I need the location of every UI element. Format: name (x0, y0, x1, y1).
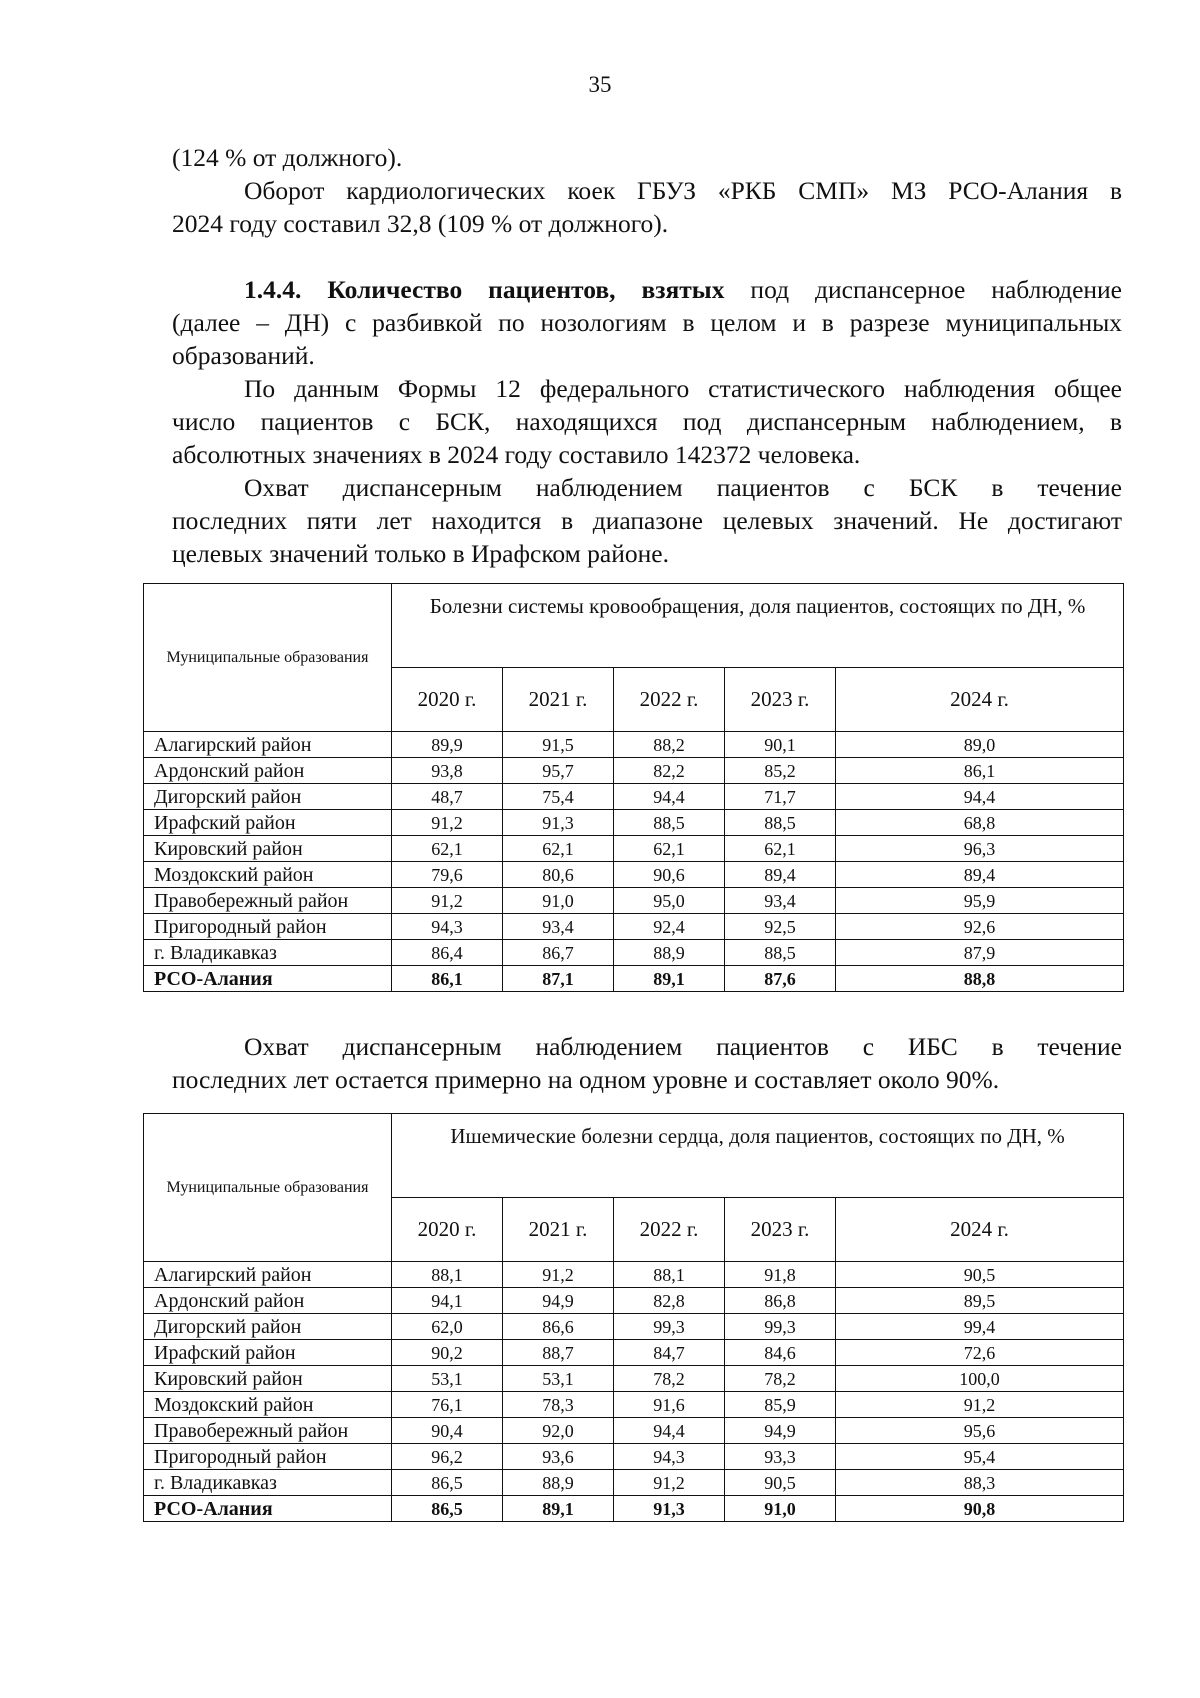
value-cell: 86,4 (392, 940, 503, 966)
value-cell: 86,6 (503, 1314, 614, 1340)
value-cell: 90,2 (392, 1340, 503, 1366)
table-row (144, 1444, 1124, 1470)
section-heading-paragraph (172, 273, 1122, 372)
value-cell: 87,9 (836, 940, 1124, 966)
value-cell: 88,5 (725, 810, 836, 836)
value-cell: 53,1 (503, 1366, 614, 1392)
section-title-rest: под диспансерное наблюдение (724, 275, 1122, 304)
value-cell: 91,2 (392, 888, 503, 914)
table-row (144, 758, 1124, 784)
value-cell: 62,0 (392, 1314, 503, 1340)
municipality-name: Правобережный район (144, 888, 392, 914)
value-cell: 99,4 (836, 1314, 1124, 1340)
value-cell: 88,8 (836, 966, 1124, 992)
value-cell: 91,8 (725, 1262, 836, 1288)
value-cell: 94,9 (503, 1288, 614, 1314)
form12-line-1: По данным Формы 12 федерального статистического наблюдения общее (244, 374, 1122, 403)
table-row (144, 888, 1124, 914)
value-cell: 53,1 (392, 1366, 503, 1392)
value-cell: 95,4 (836, 1444, 1124, 1470)
table-row (144, 1340, 1124, 1366)
value-cell: 62,1 (392, 836, 503, 862)
section-line-1 (172, 273, 1122, 306)
value-cell: 80,6 (503, 862, 614, 888)
value-cell: 94,4 (836, 784, 1124, 810)
value-cell: 91,2 (614, 1470, 725, 1496)
value-cell: 79,6 (392, 862, 503, 888)
section-title-bold: Количество пациентов, взятых (301, 275, 725, 304)
value-cell: 88,1 (392, 1262, 503, 1288)
municipality-name: Кировский район (144, 1366, 392, 1392)
value-cell: 85,9 (725, 1392, 836, 1418)
value-cell: 89,9 (392, 732, 503, 758)
value-cell: 62,1 (725, 836, 836, 862)
section-number: 1.4.4. (244, 275, 302, 304)
value-cell: 95,7 (503, 758, 614, 784)
value-cell: 95,6 (836, 1418, 1124, 1444)
value-cell: 48,7 (392, 784, 503, 810)
table-row (144, 732, 1124, 758)
bsk-line-3: целевых значений только в Ирафском районе. (172, 539, 669, 568)
value-cell: 90,6 (614, 862, 725, 888)
value-cell: 89,1 (614, 966, 725, 992)
value-cell: 86,5 (392, 1496, 503, 1522)
value-cell: 91,6 (614, 1392, 725, 1418)
municipality-name: Ардонский район (144, 1288, 392, 1314)
value-cell: 88,2 (614, 732, 725, 758)
ibs-muni-header: Муниципальные образования (144, 1114, 392, 1262)
value-cell: 88,3 (836, 1470, 1124, 1496)
table-row (144, 784, 1124, 810)
section-line-3: образований. (172, 341, 315, 370)
table-row (144, 1418, 1124, 1444)
table-row (144, 836, 1124, 862)
value-cell: 96,2 (392, 1444, 503, 1470)
value-cell: 90,8 (836, 1496, 1124, 1522)
value-cell: 91,3 (503, 810, 614, 836)
municipality-name: Ардонский район (144, 758, 392, 784)
value-cell: 99,3 (725, 1314, 836, 1340)
value-cell: 94,4 (614, 1418, 725, 1444)
municipality-name: Алагирский район (144, 732, 392, 758)
ibs-group-header: Ишемические болезни сердца, доля пациентов, состоящих по ДН, % (392, 1114, 1124, 1198)
value-cell: 62,1 (614, 836, 725, 862)
bsk-year-header: 2022 г. (614, 668, 725, 732)
value-cell: 89,4 (725, 862, 836, 888)
section-line-2: (далее – ДН) с разбивкой по нозологиям в целом и в разрезе муниципальных (172, 308, 1122, 337)
value-cell: 93,8 (392, 758, 503, 784)
value-cell: 94,3 (614, 1444, 725, 1470)
bsk-year-header: 2021 г. (503, 668, 614, 732)
bsk-year-header: 2023 г. (725, 668, 836, 732)
value-cell: 90,5 (836, 1262, 1124, 1288)
value-cell: 68,8 (836, 810, 1124, 836)
table-row (144, 1470, 1124, 1496)
table-row (144, 940, 1124, 966)
value-cell: 89,1 (503, 1496, 614, 1522)
value-cell: 94,1 (392, 1288, 503, 1314)
value-cell: 91,0 (725, 1496, 836, 1522)
value-cell: 88,1 (614, 1262, 725, 1288)
municipality-name: Дигорский район (144, 784, 392, 810)
value-cell: 93,3 (725, 1444, 836, 1470)
value-cell: 88,9 (614, 940, 725, 966)
value-cell: 90,4 (392, 1418, 503, 1444)
municipality-name: Алагирский район (144, 1262, 392, 1288)
municipality-name: Моздокский район (144, 1392, 392, 1418)
value-cell: 89,0 (836, 732, 1124, 758)
ibs-year-header: 2020 г. (392, 1198, 503, 1262)
municipality-name: Пригородный район (144, 914, 392, 940)
bsk-group-header: Болезни системы кровообращения, доля пациентов, состоящих по ДН, % (392, 584, 1124, 668)
value-cell: 91,2 (503, 1262, 614, 1288)
value-cell: 91,2 (836, 1392, 1124, 1418)
table-row (144, 914, 1124, 940)
value-cell: 85,2 (725, 758, 836, 784)
value-cell: 94,9 (725, 1418, 836, 1444)
value-cell: 90,1 (725, 732, 836, 758)
table-row (144, 1496, 1124, 1522)
value-cell: 88,7 (503, 1340, 614, 1366)
municipality-name: Правобережный район (144, 1418, 392, 1444)
value-cell: 88,5 (614, 810, 725, 836)
bsk-muni-header: Муниципальные образования (144, 584, 392, 732)
value-cell: 95,9 (836, 888, 1124, 914)
value-cell: 93,4 (725, 888, 836, 914)
value-cell: 99,3 (614, 1314, 725, 1340)
value-cell: 86,1 (836, 758, 1124, 784)
value-cell: 62,1 (503, 836, 614, 862)
value-cell: 84,7 (614, 1340, 725, 1366)
value-cell: 93,6 (503, 1444, 614, 1470)
page-number: 35 (588, 72, 612, 97)
value-cell: 84,6 (725, 1340, 836, 1366)
value-cell: 87,1 (503, 966, 614, 992)
value-cell: 76,1 (392, 1392, 503, 1418)
value-cell: 89,5 (836, 1288, 1124, 1314)
value-cell: 91,3 (614, 1496, 725, 1522)
ibs-year-header: 2021 г. (503, 1198, 614, 1262)
municipality-name: Кировский район (144, 836, 392, 862)
municipality-name: Пригородный район (144, 1444, 392, 1470)
intro-line-2: Оборот кардиологических коек ГБУЗ «РКБ СМП» МЗ РСО-Алания в (244, 176, 1122, 205)
value-cell: 92,6 (836, 914, 1124, 940)
form12-line-3: абсолютных значениях в 2024 году составило 142372 человека. (172, 440, 861, 469)
ibs-year-header: 2024 г. (836, 1198, 1124, 1262)
municipality-name: Моздокский район (144, 862, 392, 888)
municipality-name: г. Владикавказ (144, 940, 392, 966)
value-cell: 91,0 (503, 888, 614, 914)
value-cell: 78,2 (725, 1366, 836, 1392)
table-row (144, 862, 1124, 888)
table-row (144, 1392, 1124, 1418)
value-cell: 86,8 (725, 1288, 836, 1314)
intro-line-3: 2024 году составил 32,8 (109 % от должного). (172, 209, 669, 238)
table-row (144, 966, 1124, 992)
value-cell: 91,5 (503, 732, 614, 758)
value-cell: 93,4 (503, 914, 614, 940)
value-cell: 87,6 (725, 966, 836, 992)
value-cell: 72,6 (836, 1340, 1124, 1366)
value-cell: 95,0 (614, 888, 725, 914)
bsk-table (143, 583, 1124, 992)
value-cell: 94,3 (392, 914, 503, 940)
value-cell: 88,9 (503, 1470, 614, 1496)
value-cell: 92,5 (725, 914, 836, 940)
value-cell: 86,7 (503, 940, 614, 966)
municipality-name: Дигорский район (144, 1314, 392, 1340)
ibs-table-body (144, 1262, 1124, 1522)
value-cell: 78,3 (503, 1392, 614, 1418)
municipality-name: Ирафский район (144, 810, 392, 836)
value-cell: 89,4 (836, 862, 1124, 888)
value-cell: 88,5 (725, 940, 836, 966)
value-cell: 71,7 (725, 784, 836, 810)
value-cell: 82,8 (614, 1288, 725, 1314)
ibs-year-header: 2022 г. (614, 1198, 725, 1262)
intro-line-1: (124 % от должного). (172, 143, 403, 172)
value-cell: 92,0 (503, 1418, 614, 1444)
value-cell: 100,0 (836, 1366, 1124, 1392)
value-cell: 90,5 (725, 1470, 836, 1496)
bsk-line-1: Охват диспансерным наблюдением пациентов с БСК в течение (244, 473, 1122, 502)
ibs-paragraph (172, 1030, 1122, 1096)
form12-paragraph (172, 372, 1122, 471)
form12-line-2: число пациентов с БСК, находящихся под диспансерным наблюдением, в (172, 407, 1122, 436)
ibs-year-header: 2023 г. (725, 1198, 836, 1262)
table-row (144, 1288, 1124, 1314)
value-cell: 96,3 (836, 836, 1124, 862)
municipality-name: Ирафский район (144, 1340, 392, 1366)
bsk-table-body (144, 732, 1124, 992)
value-cell: 75,4 (503, 784, 614, 810)
value-cell: 86,1 (392, 966, 503, 992)
bsk-year-header: 2024 г. (836, 668, 1124, 732)
bsk-year-header: 2020 г. (392, 668, 503, 732)
value-cell: 78,2 (614, 1366, 725, 1392)
value-cell: 94,4 (614, 784, 725, 810)
table-row (144, 1314, 1124, 1340)
municipality-name: г. Владикавказ (144, 1470, 392, 1496)
ibs-table (143, 1113, 1124, 1522)
municipality-name: РСО-Алания (144, 1496, 392, 1522)
table-row (144, 1262, 1124, 1288)
table-row (144, 810, 1124, 836)
value-cell: 92,4 (614, 914, 725, 940)
ibs-line-2: последних лет остается примерно на одном уровне и составляет около 90%. (172, 1065, 1000, 1094)
value-cell: 91,2 (392, 810, 503, 836)
intro-paragraph (172, 141, 1122, 240)
value-cell: 86,5 (392, 1470, 503, 1496)
bsk-line-2: последних пяти лет находится в диапазоне целевых значений. Не достигают (172, 506, 1122, 535)
value-cell: 82,2 (614, 758, 725, 784)
ibs-line-1: Охват диспансерным наблюдением пациентов с ИБС в течение (244, 1032, 1122, 1061)
table-row (144, 1366, 1124, 1392)
bsk-paragraph (172, 471, 1122, 570)
municipality-name: РСО-Алания (144, 966, 392, 992)
